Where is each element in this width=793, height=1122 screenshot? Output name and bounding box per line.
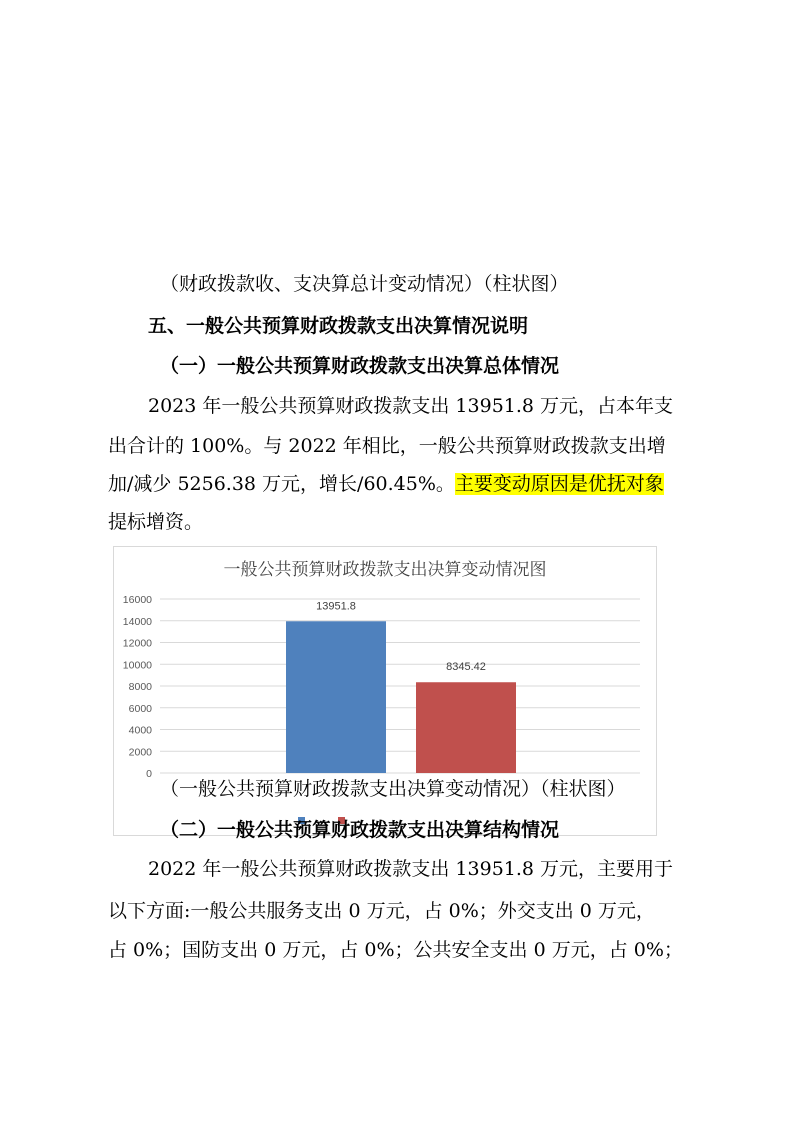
chart-caption-2: （一般公共预算财政拨款支出决算变动情况）（柱状图） [160,778,626,800]
section-heading-5: 五、一般公共预算财政拨款支出决算情况说明 [148,315,529,337]
bar [416,682,516,773]
paragraph-2-line-2: 以下方面:一般公共服务支出 0 万元，占 0%；外交支出 0 万元， [108,900,655,922]
y-tick-label: 16000 [122,594,152,606]
chart-title: 一般公共预算财政拨款支出决算变动情况图 [223,560,547,580]
paragraph-1-line-2: 出合计的 100%。与 2022 年相比，一般公共预算财政拨款支出增 [108,435,666,457]
paragraph-1-line-4: 提标增资。 [108,511,204,533]
bar-value-label: 8345.42 [446,661,486,674]
y-tick-label: 8000 [128,681,152,693]
paragraph-1-line-3-text: 加/减少 5256.38 万元，增长/60.45%。 [108,473,455,495]
paragraph-2-line-3: 占 0%；国防支出 0 万元，占 0%；公共安全支出 0 万元，占 0%； [108,939,683,961]
y-tick-label: 2000 [128,746,152,759]
paragraph-2-line-1: 2022 年一般公共预算财政拨款支出 13951.8 万元，主要用于 [148,858,674,880]
paragraph-1-line-3 [108,472,664,496]
highlighted-reason: 主要变动原因是优抚对象 [454,473,664,495]
y-tick-label: 6000 [128,702,152,715]
y-tick-label: 12000 [122,637,152,650]
subheading-1: （一）一般公共预算财政拨款支出决算总体情况 [160,355,560,377]
bar [286,621,386,773]
paragraph-1-line-1: 2023 年一般公共预算财政拨款支出 13951.8 万元，占本年支 [148,395,674,417]
subheading-2: （二）一般公共预算财政拨款支出决算结构情况 [160,819,560,841]
y-tick-label: 4000 [128,724,152,737]
bar-value-label: 13951.8 [316,600,356,613]
y-tick-label: 0 [146,768,152,780]
y-tick-label: 10000 [122,659,152,672]
chart-caption-1: （财政拨款收、支决算总计变动情况）（柱状图） [160,273,569,295]
y-tick-label: 14000 [122,615,152,628]
